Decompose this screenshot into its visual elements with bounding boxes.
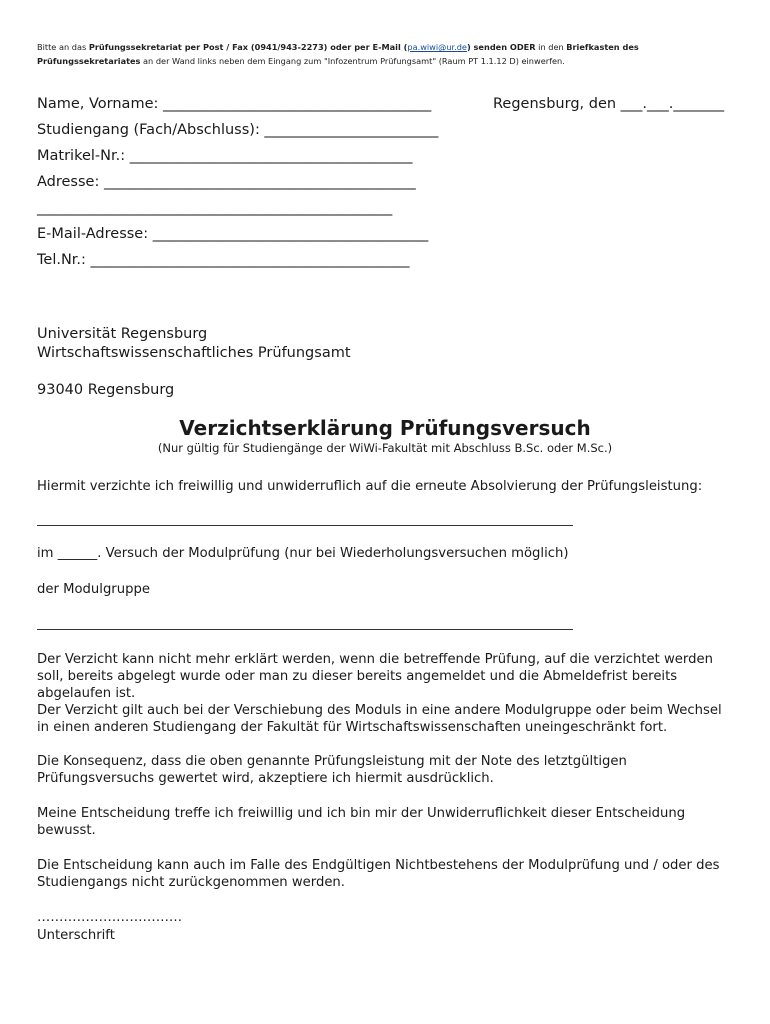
tel-field[interactable]: Tel.Nr.: ____________________________________________ [37, 252, 410, 268]
signature-label: Unterschrift [37, 928, 115, 943]
document-subtitle: (Nur gültig für Studiengänge der WiWi-Fakultät mit Abschluss B.Sc. oder M.Sc.) [157, 441, 613, 455]
recipient-line-3: 93040 Regensburg [37, 382, 175, 398]
signature-line[interactable]: …………………………… [37, 910, 183, 925]
notice-text-2: in den [535, 42, 567, 52]
paragraph-4: Meine Entscheidung treffe ich freiwillig und ich bin mir der Unwiderruflichkeit dieser Entscheidung bewusst. [37, 806, 686, 838]
notice-bold-1: Prüfungssekretariat per Post / Fax (0941/943-2273) oder per E-Mail ( [88, 42, 408, 52]
adresse-field[interactable]: Adresse: ___________________________________________ [37, 174, 416, 190]
paragraph-2: Der Verzicht gilt auch bei der Verschiebung des Moduls in eine andere Modulgruppe oder beim Wechsel in einen anderen Studiengang der Fakultät für Wirtschaftswissenschaften uneingeschränkt fort. [37, 703, 722, 735]
matrikel-field[interactable]: Matrikel-Nr.: _______________________________________ [37, 148, 413, 164]
notice-bold-2: ) senden ODER [466, 42, 536, 52]
recipient-line-1: Universität Regensburg [37, 326, 208, 342]
intro-text: Hiermit verzichte ich freiwillig und unwiderruflich auf die erneute Absolvierung der Prüfungsleistung: [37, 479, 703, 494]
modulgruppe-label: der Modulgruppe [37, 582, 150, 597]
notice-email-link[interactable]: pa.wiwi@ur.de [407, 42, 467, 52]
paragraph-5: Die Entscheidung kann auch im Falle des Endgültigen Nichtbestehens der Modulprüfung und / oder des Studiengangs nicht zurückgenommen werden. [37, 858, 720, 890]
recipient-line-2: Wirtschaftswissenschaftliches Prüfungsamt [37, 345, 351, 361]
versuch-text: im ______. Versuch der Modulprüfung (nur bei Wiederholungsversuchen möglich) [37, 546, 569, 561]
studiengang-field[interactable]: Studiengang (Fach/Abschluss): ________________________ [37, 122, 439, 138]
adresse-line-2[interactable]: _________________________________________________ [37, 200, 393, 216]
paragraph-3: Die Konsequenz, dass die oben genannte Prüfungsleistung mit der Note des letztgültigen Prüfungsversuchs gewertet wird, akzeptiere ich hiermit ausdrücklich. [37, 754, 627, 786]
paragraph-1: Der Verzicht kann nicht mehr erklärt werden, wenn die betreffende Prüfung, auf die verzichtet werden soll, bereits abgelegt wurde oder man zu dieser bereits angemeldet und die Abmeldefrist bereits abgelaufen ist. [37, 652, 713, 701]
date-field[interactable]: Regensburg, den ___.___._______ [493, 96, 725, 112]
name-field[interactable]: Name, Vorname: _____________________________________ [37, 96, 432, 112]
modulgruppe-line[interactable] [37, 629, 573, 630]
pruefungsleistung-line[interactable] [37, 525, 573, 526]
notice-text-1: Bitte an das [37, 42, 89, 52]
document-title: Verzichtserklärung Prüfungsversuch [179, 416, 591, 440]
notice-bold-3: Briefkasten des Prüfungssekretariates [37, 42, 639, 66]
submission-notice [37, 41, 737, 68]
notice-text-3: an der Wand links neben dem Eingang zum "Infozentrum Prüfungsamt" (Raum PT 1.1.12 D) einwerfen. [140, 55, 565, 66]
email-field[interactable]: E-Mail-Adresse: ______________________________________ [37, 226, 429, 242]
